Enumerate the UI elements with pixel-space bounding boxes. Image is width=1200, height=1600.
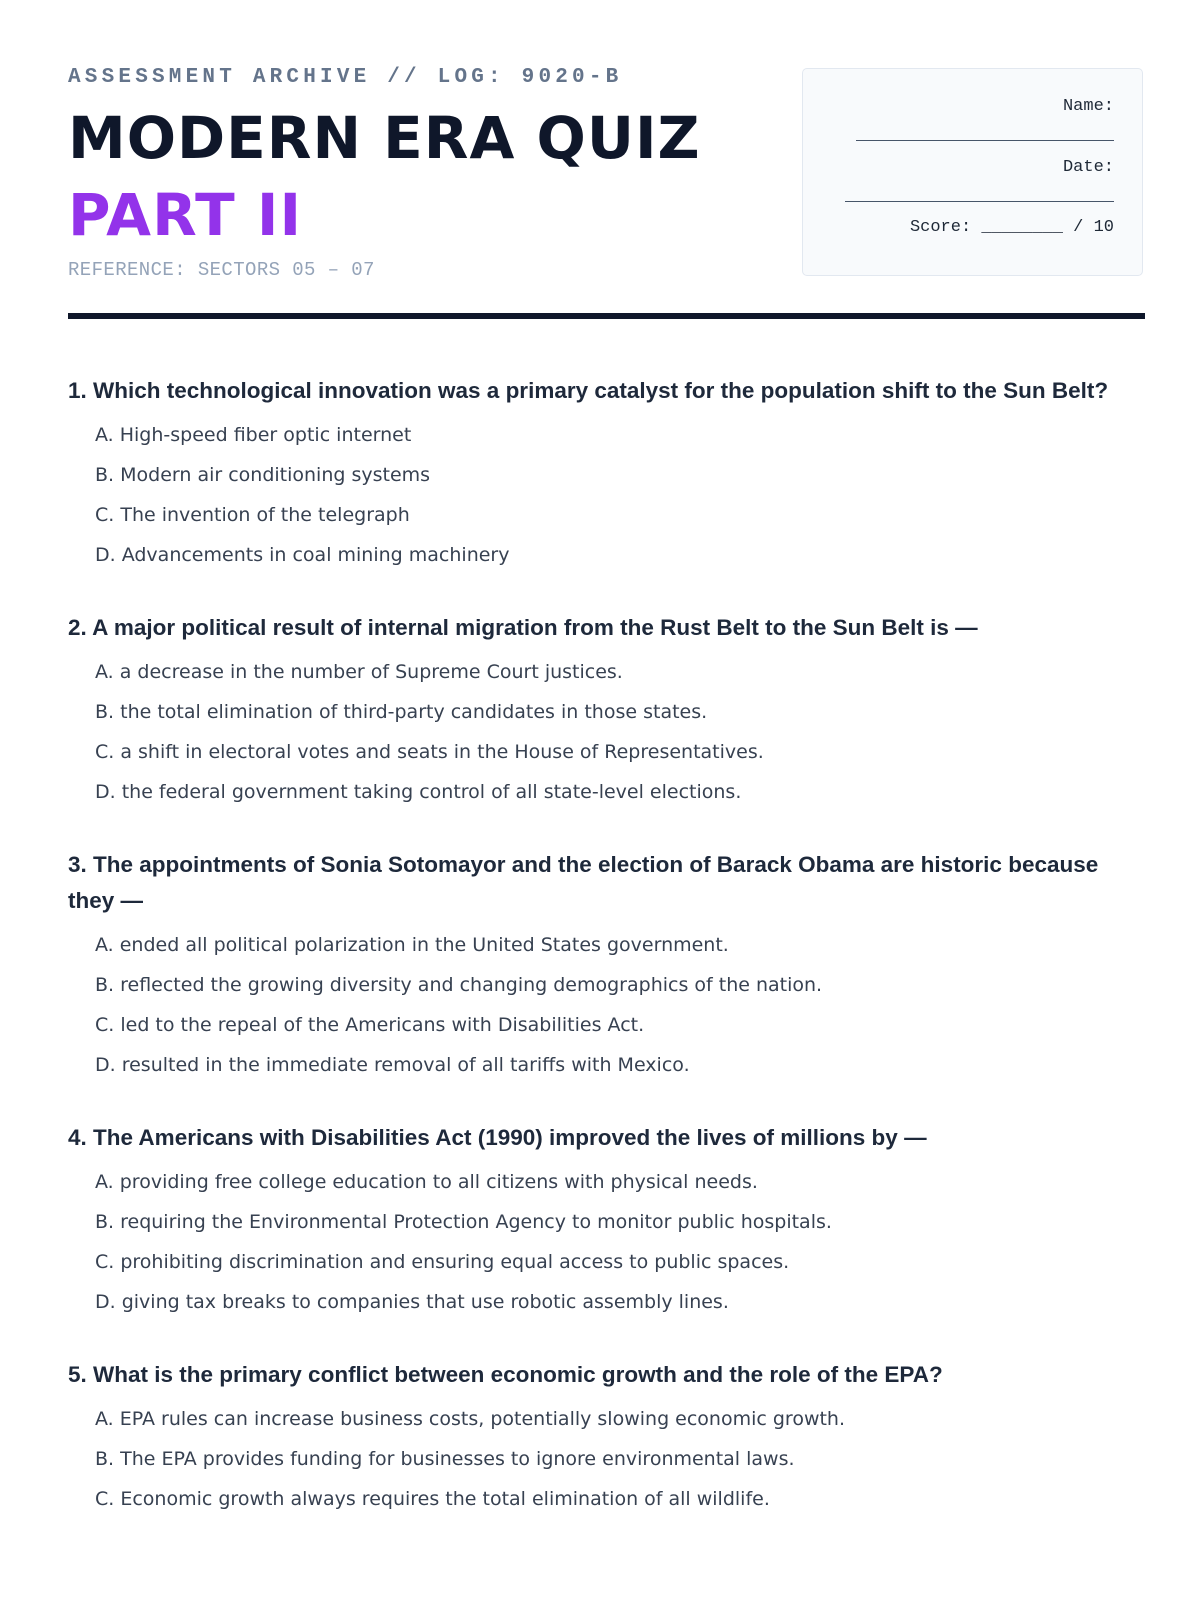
answer-option: C. Economic growth always requires the total elimination of all wildlife.: [95, 1488, 770, 1510]
answer-options: [68, 925, 1145, 1085]
question-item: [68, 1120, 1145, 1322]
answer-option: A. providing free college education to all citizens with physical needs.: [95, 1171, 758, 1193]
student-info-box: [802, 68, 1143, 276]
answer-option: D. giving tax breaks to companies that use robotic assembly lines.: [95, 1291, 729, 1313]
score-label: Score: ________ / 10: [909, 218, 1114, 237]
question-item: [68, 373, 1145, 575]
answer-option: B. requiring the Environmental Protection Agency to monitor public hospitals.: [95, 1211, 832, 1233]
answer-option: A. a decrease in the number of Supreme Court justices.: [95, 661, 623, 683]
answer-option: D. the federal government taking control of all state-level elections.: [95, 781, 742, 803]
answer-option: C. prohibiting discrimination and ensuring equal access to public spaces.: [95, 1251, 790, 1273]
answer-option: A. High-speed fiber optic internet: [95, 424, 412, 446]
answer-option: C. led to the repeal of the Americans with Disabilities Act.: [95, 1014, 645, 1036]
question-text: 4. The Americans with Disabilities Act (1990) improved the lives of millions by —: [68, 1125, 927, 1150]
answer-options: [68, 1399, 1145, 1519]
question-text: 2. A major political result of internal migration from the Rust Belt to the Sun Belt is —: [68, 615, 978, 640]
answer-option: C. a shift in electoral votes and seats in the House of Representatives.: [95, 741, 764, 763]
question-item: [68, 610, 1145, 812]
question-item: [68, 847, 1145, 1085]
answer-option: A. ended all political polarization in the United States government.: [95, 934, 729, 956]
answer-option: B. The EPA provides funding for businesses to ignore environmental laws.: [95, 1448, 795, 1470]
answer-option: D. resulted in the immediate removal of all tariffs with Mexico.: [95, 1054, 690, 1076]
question-text: 3. The appointments of Sonia Sotomayor and the election of Barack Obama are historic because they —: [68, 852, 1099, 913]
name-label: Name:: [1062, 97, 1114, 116]
question-text: 1. Which technological innovation was a primary catalyst for the population shift to the Sun Belt?: [68, 378, 1109, 403]
answer-option: D. Advancements in coal mining machinery: [95, 544, 510, 566]
quiz-page: [68, 0, 1145, 1548]
answer-option: B. the total elimination of third-party candidates in those states.: [95, 701, 708, 723]
reference-line: REFERENCE: SECTORS 05 – 07: [68, 259, 375, 281]
answer-option: B. reflected the growing diversity and changing demographics of the nation.: [95, 974, 823, 996]
answer-options: [68, 1162, 1145, 1322]
date-label: Date:: [1062, 158, 1114, 177]
page-title: MODERN ERA QUIZ: [68, 104, 701, 172]
page-subtitle: PART II: [68, 181, 303, 249]
question-item: [68, 1357, 1145, 1519]
question-list: [68, 373, 1145, 1548]
answer-options: [68, 415, 1145, 575]
question-text: 5. What is the primary conflict between economic growth and the role of the EPA?: [68, 1362, 943, 1387]
answer-option: C. The invention of the telegraph: [95, 504, 410, 526]
answer-options: [68, 652, 1145, 812]
archive-kicker: ASSESSMENT ARCHIVE // LOG: 9020-B: [68, 66, 623, 89]
answer-option: A. EPA rules can increase business costs, potentially slowing economic growth.: [95, 1408, 846, 1430]
date-field-line[interactable]: [845, 201, 1114, 202]
answer-option: B. Modern air conditioning systems: [95, 464, 431, 486]
name-field-line[interactable]: [856, 140, 1114, 141]
header-divider: [68, 313, 1145, 319]
